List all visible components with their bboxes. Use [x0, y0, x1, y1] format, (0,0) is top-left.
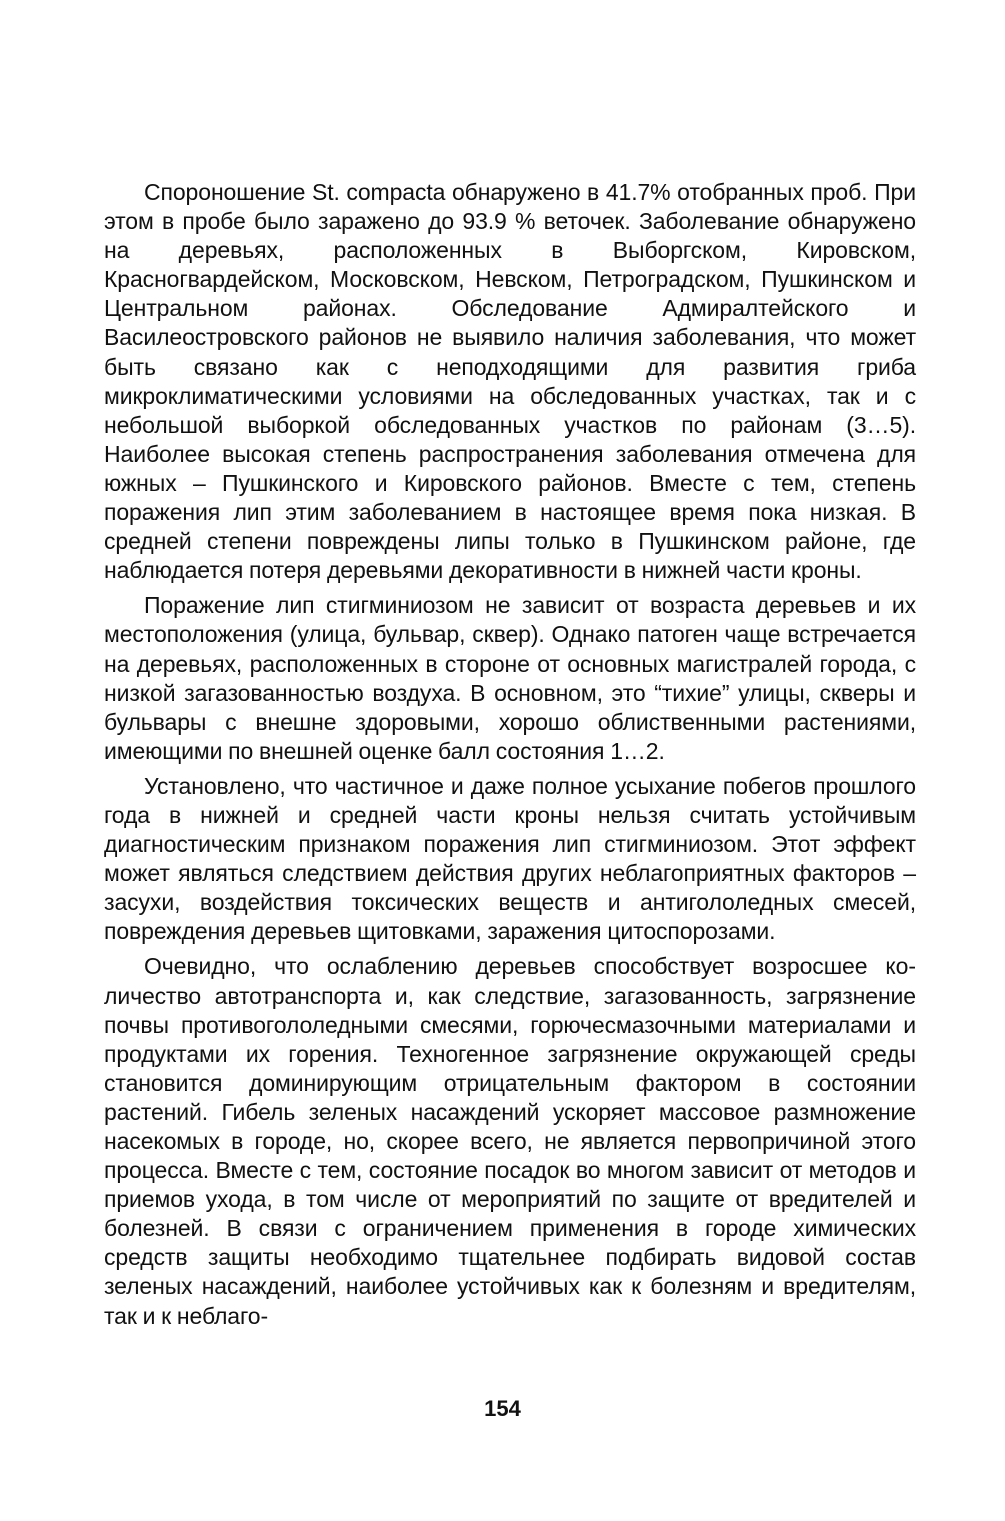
page-number: 154	[484, 1396, 521, 1421]
paragraph-4: Очевидно, что ослаблению деревьев способствует возросшее количество автотранспорта и, как следствие, загазованность, загрязнение почвы противогололедными смесями, горючесмазочными материалами и продуктами их горения. Техногенное загрязнение окружающей среды становится доминирующим отрицательным фактором в состоянии растений. Гибель зеленых насаждений ускоряет массовое размножение насекомых в городе, но, скорее всего, не является первопричиной этого процесса. Вместе с тем, состояние посадок во многом зависит от методов и приемов ухода, в том числе от мероприятий по защите от вредителей и болезней. В связи с ограничением применения в городе химических средств защиты необходимо тщательнее подбирать видовой состав зеленых насаждений, наиболее устойчивых как к болезням и вредителям, так и к неблаго-	[104, 953, 916, 1329]
paragraph-1: Спороношение St. compacta обнаружено в 41.7% отобранных проб. При этом в пробе было заражено до 93.9 % веточек. Заболевание обнаружено на деревьях, расположенных в Выборгском, Кировском, Красногвардейском, Московском, Невском, Петроградском, Пушкинском и Центральном районах. Обследование Адмиралтейского и Василеостровского районов не выявило наличия заболевания, что может быть связано как с неподходящими для развития гриба микроклиматическими условиями на обследованных участках, так и с небольшой выборкой обследованных участков по районам (3…5). Наиболее высокая степень распространения заболевания отмечена для южных – Пушкинского и Кировского районов. Вместе с тем, степень поражения лип этим заболеванием в настоящее время пока низкая. В средней степени повреждены липы только в Пушкинском районе, где наблюдается потеря деревьями декоративности в нижней части кроны.	[104, 179, 916, 584]
body-text	[104, 178, 916, 1331]
paragraph-2: Поражение лип стигминиозом не зависит от возраста деревьев и их местоположения (улица, бульвар, сквер). Однако патоген чаще встречается на деревьях, расположенных в стороне от основных магистралей города, с низкой загазованностью воздуха. В основном, это “тихие” улицы, скверы и бульвары с внешне здоровыми, хорошо облиственными растениями, имеющими по внешней оценке балл состояния 1…2.	[104, 592, 916, 764]
paragraph-3: Установлено, что частичное и даже полное усыхание побегов прошлого года в нижней и средней части кроны нельзя считать устойчивым диагностическим признаком поражения лип стигминиозом. Этот эффект может являться следствием действия других неблагоприятных факторов – засухи, воздействия токсических веществ и антигололедных смесей, повреждения деревьев щитовками, заражения цитоспорозами.	[104, 772, 916, 945]
